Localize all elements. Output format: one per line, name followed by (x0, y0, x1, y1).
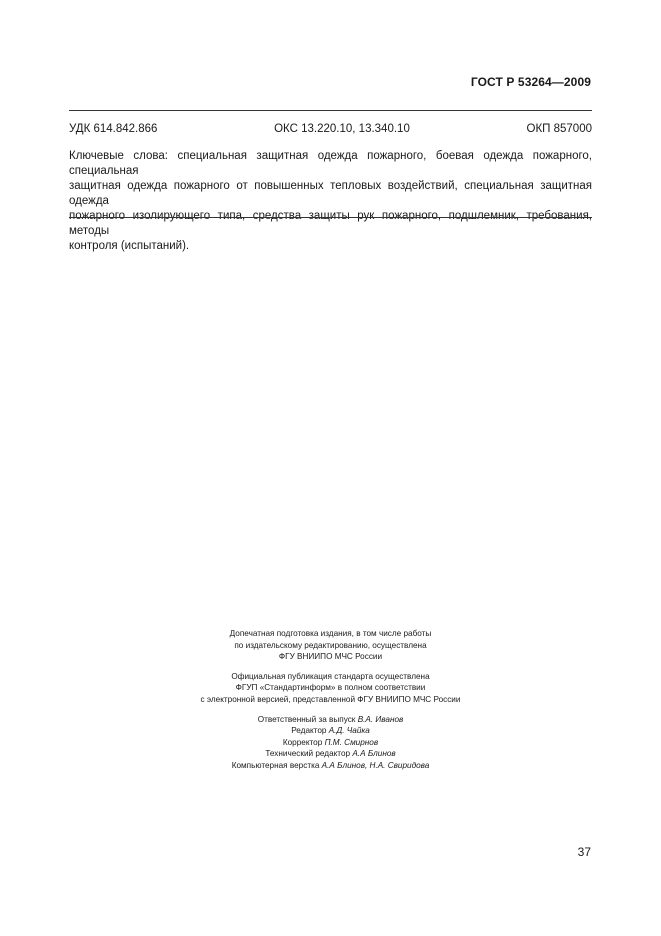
standard-code: ГОСТ Р 53264—2009 (470, 75, 591, 89)
top-divider (69, 110, 592, 111)
credit-name: П.М. Смирнов (324, 737, 379, 747)
credit-role: Корректор (282, 737, 323, 747)
credit-line (150, 714, 511, 726)
oks-code: ОКС 13.220.10, 13.340.10 (274, 123, 410, 135)
classification-row (69, 123, 592, 135)
colophon-line: с электронной версией, представленной ФГУ ВНИИПО МЧС России (200, 694, 461, 704)
credit-name: А.А Блинов, Н.А. Свиридова (321, 760, 430, 770)
colophon-line: Официальная публикация стандарта осуществлена (231, 671, 430, 681)
keywords-paragraph (69, 149, 592, 254)
credit-line (150, 748, 511, 760)
bottom-divider (69, 217, 592, 218)
colophon-line: Допечатная подготовка издания, в том числе работы (229, 629, 432, 638)
okp-code: ОКП 857000 (526, 123, 592, 135)
keywords-line: Ключевые слова: специальная защитная одежда пожарного, боевая одежда пожарного, специальная (69, 150, 592, 177)
keywords-line: защитная одежда пожарного от повышенных тепловых воздействий, специальная защитная одежда (69, 180, 592, 207)
publication-note (150, 671, 511, 706)
credit-name: В.А. Иванов (357, 714, 404, 724)
credit-role: Ответственный за выпуск (257, 714, 356, 724)
credit-role: Редактор (291, 726, 327, 736)
colophon-line: ФГУП «Стандартинформ» в полном соответствии (235, 683, 426, 693)
colophon-line: по издательскому редактированию, осуществлена (234, 640, 427, 650)
credit-line (150, 725, 511, 737)
keywords-line: пожарного изолирующего типа, средства защиты рук пожарного, подшлемник, требования, методы (69, 210, 592, 237)
colophon-line: ФГУ ВНИИПО МЧС России (278, 652, 383, 662)
credit-role: Компьютерная верстка (231, 760, 320, 770)
credit-name: А.Д. Чайка (328, 726, 370, 736)
page-number: 37 (577, 845, 591, 859)
keywords-line: контроля (испытаний). (69, 240, 190, 252)
credit-line (150, 737, 511, 749)
credit-line (150, 760, 511, 772)
colophon (150, 628, 511, 780)
preparation-note (150, 628, 511, 663)
udk-code: УДК 614.842.866 (69, 123, 158, 135)
credit-role: Технический редактор (265, 749, 351, 759)
credit-name: А.А Блинов (352, 749, 396, 759)
credits (150, 714, 511, 772)
